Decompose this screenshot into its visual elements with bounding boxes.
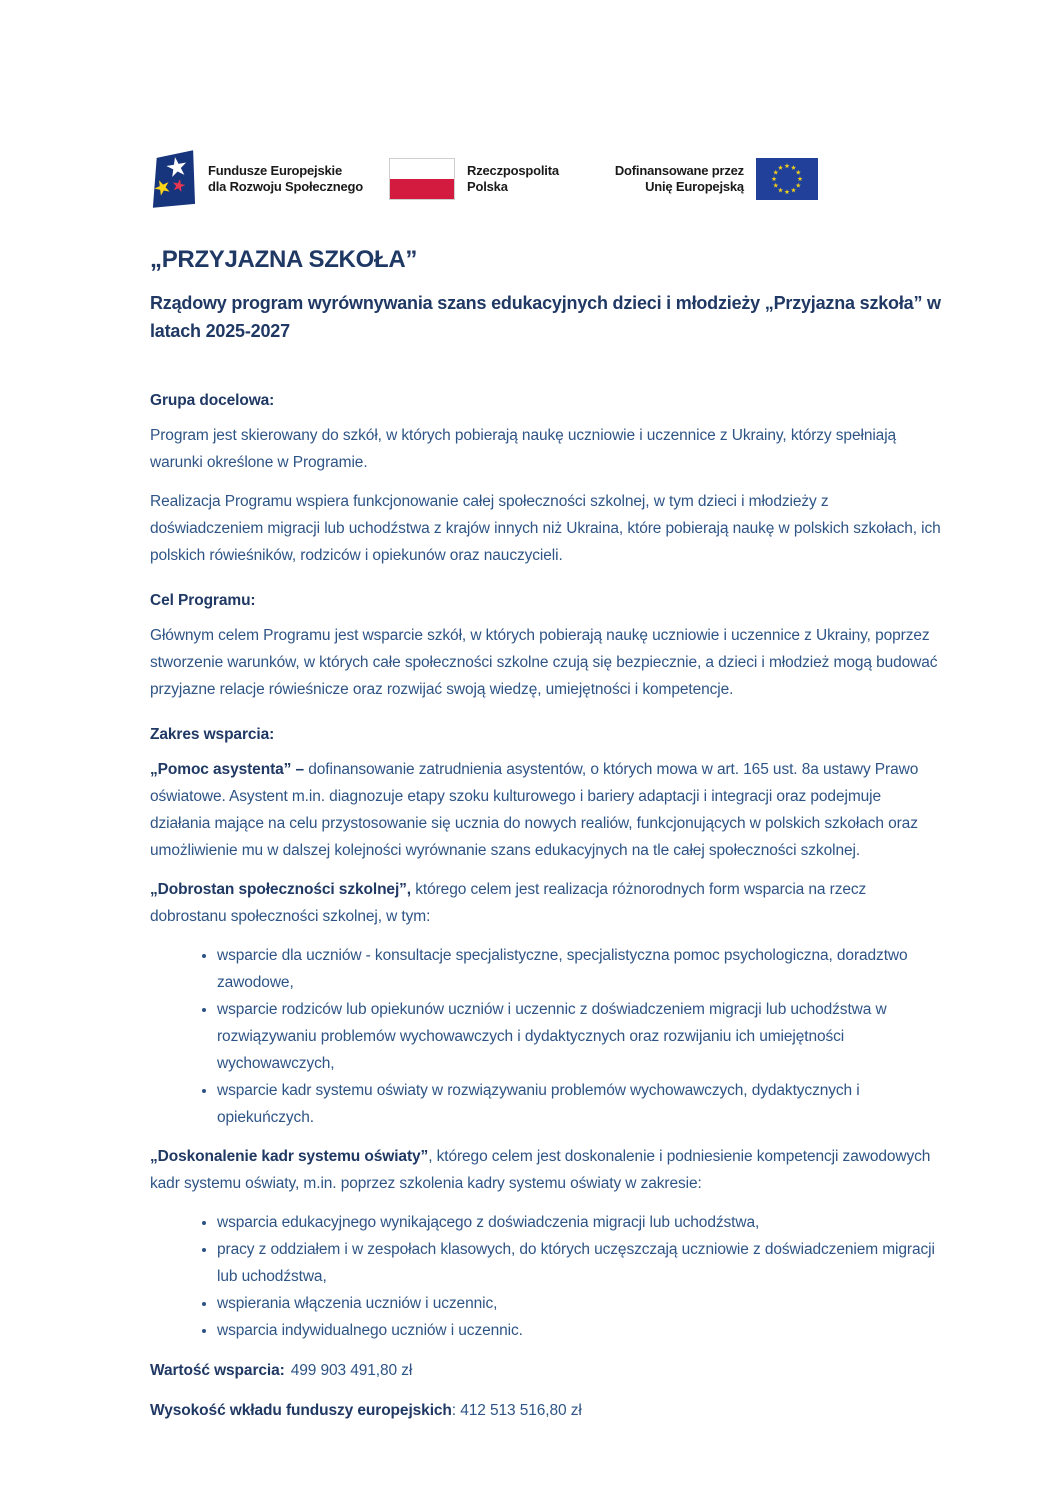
support-value-amount: 499 903 491,80 zł <box>290 1362 413 1379</box>
list-item: • wsparcie dla uczniów - konsultacje specjalistyczne, specjalistyczna pomoc psychologiczna, doradztwo zawodowe, <box>217 942 944 996</box>
wellbeing-lead: „Dobrostan społeczności szkolnej”, <box>150 881 412 898</box>
eu-funds-logo-line1: Fundusze Europejskie <box>208 162 342 178</box>
training-lead: „Doskonalenie kadr systemu oświaty” <box>150 1148 429 1165</box>
eu-contribution-row <box>150 1397 942 1424</box>
page-subtitle: Rządowy program wyrównywania szans edukacyjnych dzieci i młodzieży „Przyjazna szkoła” w latach 2025-2027 <box>150 293 941 341</box>
section-heading-scope: Zakres wsparcia: <box>150 726 275 743</box>
eu-funds-logo-label <box>208 163 363 196</box>
eu-contribution-amount: : 412 513 516,80 zł <box>451 1402 582 1419</box>
assistant-support-paragraph <box>150 756 942 864</box>
funding-logos-header <box>150 147 944 211</box>
list-item: • wspierania włączenia uczniów i uczennic, <box>217 1290 944 1317</box>
eu-cofunded-line2: Unię Europejską <box>645 179 744 194</box>
poland-logo-label <box>467 163 559 196</box>
goal-paragraph: Głównym celem Programu jest wsparcie szkół, w których pobierają naukę uczniowie i uczennice z Ukrainy, poprzez stworzenie warunków, w których całe społeczności szkolne czują się bezpiecznie, a dzieci i młodzież mogą budować przyjazne relacje rówieśnicze oraz rozwijać swoją wiedzę, umiejętności i kompetencje. <box>150 627 938 698</box>
list-item: • wsparcie rodziców lub opiekunów uczniów i uczennic z doświadczeniem migracji lub uchodźstwa w rozwiązywaniu problemów wychowawczych i dydaktycznych oraz rozwijaniu ich umiejętności wychowawczych, <box>217 996 944 1077</box>
target-group-paragraph-2: Realizacja Programu wspiera funkcjonowanie całej społeczności szkolnej, w tym dzieci i młodzieży z doświadczeniem migracji lub uchodźstwa z krajów innych niż Ukraina, które pobierają naukę w polskich szkołach, ich polskich rówieśników, rodziców i opiekunów oraz nauczycieli. <box>150 493 941 564</box>
poland-logo-line2: Polska <box>467 179 508 194</box>
list-item: • wsparcia edukacyjnego wynikającego z doświadczenia migracji lub uchodźstwa, <box>217 1209 944 1236</box>
support-value-label: Wartość wsparcia: <box>150 1362 285 1379</box>
training-text: , którego celem jest doskonalenie i podniesienie kompetencji zawodowych kadr systemu oświaty, m.in. poprzez szkolenia kadry systemu oświaty w zakresie: <box>150 1148 931 1192</box>
section-heading-target-group: Grupa docelowa: <box>150 392 275 409</box>
eu-funds-logo <box>150 148 363 210</box>
support-value-row <box>150 1357 942 1384</box>
eu-funds-logo-line2: dla Rozwoju Społecznego <box>208 179 364 194</box>
poland-flag-icon <box>389 158 455 200</box>
assistant-support-lead: „Pomoc asystenta” – <box>150 761 305 778</box>
eu-funds-flag-icon <box>150 148 196 210</box>
list-item: • wsparcia indywidualnego uczniów i uczennic. <box>217 1317 944 1344</box>
wellbeing-paragraph <box>150 876 942 930</box>
list-item: • pracy z oddziałem i w zespołach klasowych, do których uczęszczają uczniowie z doświadczeniem migracji lub uchodźstwa, <box>217 1236 944 1290</box>
wellbeing-text: którego celem jest realizacja różnorodnych form wsparcia na rzecz dobrostanu społeczności szkolnej, w tym: <box>150 881 867 925</box>
eu-cofunded-line1: Dofinansowane przez <box>614 162 744 178</box>
training-bullet-list <box>150 1209 944 1344</box>
wellbeing-bullet-list <box>150 942 944 1131</box>
eu-contribution-label: Wysokość wkładu funduszy europejskich <box>150 1402 452 1419</box>
poland-logo-line1: Rzeczpospolita <box>467 162 559 178</box>
section-heading-goal: Cel Programu: <box>150 592 256 609</box>
page-title: „PRZYJAZNA SZKOŁA” <box>150 246 418 273</box>
eu-cofunded-logo-label <box>615 163 744 196</box>
poland-logo <box>389 158 559 200</box>
eu-flag-icon <box>756 158 818 200</box>
list-item: • wsparcie kadr systemu oświaty w rozwiązywaniu problemów wychowawczych, dydaktycznych i opiekuńczych. <box>217 1077 944 1131</box>
assistant-support-text: dofinansowanie zatrudnienia asystentów, o których mowa w art. 165 ust. 8a ustawy Prawo oświatowe. Asystent m.in. diagnozuje etapy szoku kulturowego i bariery adaptacji i integracji oraz podejmuje działania mające na celu przystosowanie się ucznia do nowych realiów, funkcjonujących w polskich szkołach oraz umożliwienie mu w dalszej kolejności wyrównanie szans edukacyjnych na tle całej społeczności szkolnej. <box>150 761 919 859</box>
training-paragraph <box>150 1143 942 1197</box>
eu-cofunded-logo <box>615 158 818 200</box>
target-group-paragraph-1: Program jest skierowany do szkół, w których pobierają naukę uczniowie i uczennice z Ukrainy, którzy spełniają warunki określone w Programie. <box>150 427 897 471</box>
